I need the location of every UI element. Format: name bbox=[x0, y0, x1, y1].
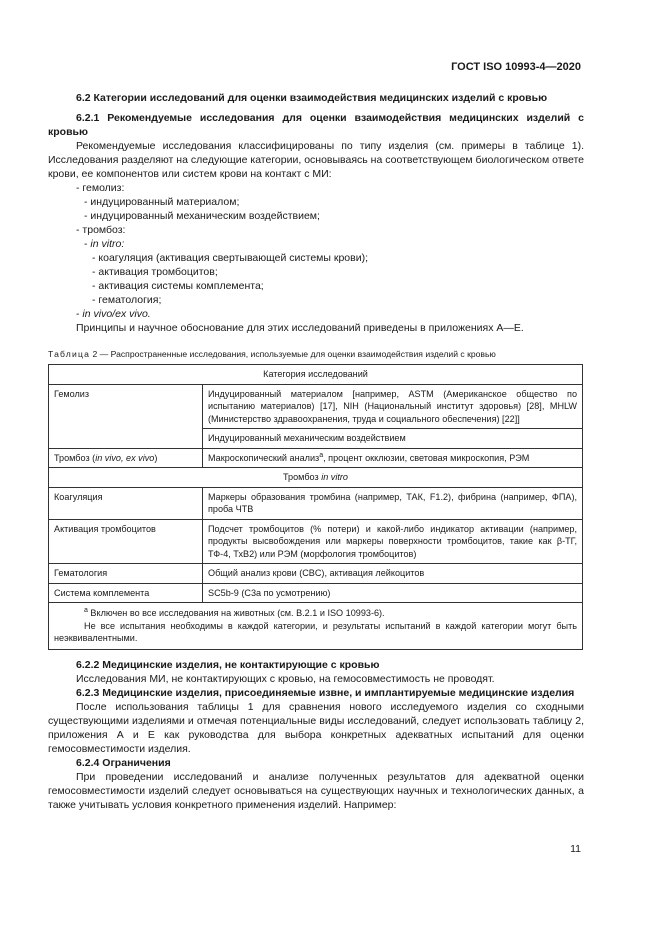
table-row bbox=[49, 448, 583, 468]
table-footnotes bbox=[49, 603, 583, 650]
table-row bbox=[49, 487, 583, 519]
table-caption-prefix: Таблица bbox=[48, 349, 91, 359]
document-id: ГОСТ ISO 10993-4—2020 bbox=[451, 61, 581, 73]
cell-complement: SC5b-9 (С3а по усмотрению) bbox=[203, 583, 583, 603]
section-6-2-4-text: При проведении исследований и анализе полученных результатов для адекватной оценки гемосовместимости изделий следует основываться на существующих научных и технологических данных, а также учитывать условия конкретного применения изделий. Например: bbox=[48, 770, 584, 811]
list-item: - гемолиз: bbox=[76, 182, 125, 194]
table-row bbox=[49, 519, 583, 564]
thrombosis-label-post: ) bbox=[154, 452, 158, 463]
list-item: - активация системы комплемента; bbox=[92, 280, 264, 292]
section-6-2-1-heading: 6.2.1 Рекомендуемые исследования для оценки взаимодействия медицинских изделий с кровью bbox=[48, 112, 584, 138]
row-label-platelet: Активация тромбоцитов bbox=[49, 519, 203, 564]
footnote-a bbox=[54, 607, 577, 620]
spacer bbox=[48, 650, 584, 658]
section-6-2-2-text: Исследования МИ, не контактирующих с кровью, на гемосовместимость не проводят. bbox=[76, 672, 495, 685]
thrombosis-desc-post: , процент окклюзии, световая микроскопия, РЭМ bbox=[323, 452, 530, 463]
section-6-2-heading: 6.2 Категории исследований для оценки взаимодействия медицинских изделий с кровью bbox=[76, 92, 548, 104]
page-body bbox=[48, 91, 584, 812]
list-dash: - bbox=[76, 308, 83, 320]
in-vitro-term: in vitro: bbox=[90, 238, 125, 250]
footnote-a-text: Включен во все исследования на животных (см. В.2.1 и ISO 10993-6). bbox=[87, 608, 385, 618]
row-label-hemolysis: Гемолиз bbox=[49, 384, 203, 448]
cell-platelet: Подсчет тромбоцитов (% потери) и какой-либо индикатор активации (например, продукты высвобождения или маркеры поверхности тромбоцитов, такие как β-ТГ, ТФ-4, ТхВ2) или РЭМ (морфология тромбоцитов) bbox=[203, 519, 583, 564]
thrombosis-label-pre: Тромбоз ( bbox=[54, 452, 96, 463]
row-label-coagulation: Коагуляция bbox=[49, 487, 203, 519]
table-note: Не все испытания необходимы в каждой категории, и результаты испытаний в каждой категории могут быть неэквивалентными. bbox=[54, 620, 577, 643]
list-item: - индуцированный материалом; bbox=[84, 196, 240, 208]
table-row bbox=[49, 583, 583, 603]
row-label-thrombosis bbox=[49, 448, 203, 468]
subheader-in-vitro bbox=[49, 468, 583, 488]
section-6-2-3-heading: 6.2.3 Медицинские изделия, присоединяемые извне, и имплантируемые медицинские изделия bbox=[76, 686, 575, 699]
row-label-complement: Система комплемента bbox=[49, 583, 203, 603]
list-item: - активация тромбоцитов; bbox=[92, 266, 218, 278]
list-item: - индуцированный механическим воздействием; bbox=[84, 210, 320, 222]
section-6-2-2-heading: 6.2.2 Медицинские изделия, не контактирующие с кровью bbox=[76, 658, 380, 671]
table-row bbox=[49, 365, 583, 385]
in-vitro-italic: in vitro bbox=[321, 472, 348, 482]
cell-thrombosis bbox=[203, 448, 583, 468]
section-6-2-1-para1: Рекомендуемые исследования классифицированы по типу изделия (см. примеры в таблице 1). Исследования разделяют на следующие категории, основываясь на соответствующем биологическом ответе крови, ее компонентов или систем крови на контакт с МИ: bbox=[48, 140, 584, 180]
section-6-2-4-heading: 6.2.4 Ограничения bbox=[76, 756, 171, 769]
section-6-2-1-para2: Принципы и научное обоснование для этих исследований приведены в приложениях А—Е. bbox=[76, 322, 524, 334]
list-item: - коагуляция (активация свертывающей системы крови); bbox=[92, 252, 368, 264]
table-row bbox=[49, 603, 583, 650]
cell-hemolysis-mechanical: Индуцированный механическим воздействием bbox=[203, 429, 583, 449]
list-item: - гематология; bbox=[92, 294, 162, 306]
table-caption bbox=[48, 347, 584, 361]
cell-hematology: Общий анализ крови (CBC), активация лейкоцитов bbox=[203, 564, 583, 584]
cell-hemolysis-material: Индуцированный материалом [например, ASTM (Американское общество по испытанию материалов) [17], NIH (Национальный институт здоровья) [28], MHLW (Министерство здравоохранения, труда и социального обеспечения) [22]] bbox=[203, 384, 583, 429]
list-item: - тромбоз: bbox=[76, 224, 126, 236]
table-row bbox=[49, 384, 583, 429]
row-label-hematology: Гематология bbox=[49, 564, 203, 584]
in-vitro-pre: Тромбоз bbox=[283, 472, 322, 482]
in-vivo-term: in vivo/ex vivo. bbox=[82, 308, 151, 320]
list-item bbox=[76, 307, 584, 321]
table-header: Категория исследований bbox=[49, 365, 583, 385]
table-row bbox=[49, 468, 583, 488]
list-item bbox=[84, 237, 584, 251]
thrombosis-label-italic: in vivo, ex vivo bbox=[95, 452, 155, 463]
table-row bbox=[49, 564, 583, 584]
footnote-ref: a bbox=[319, 451, 324, 459]
list-dash: - bbox=[84, 238, 91, 250]
thrombosis-desc-pre: Макроскопический анализ bbox=[208, 452, 320, 463]
footnote-mark: a bbox=[84, 606, 88, 614]
page-number: 11 bbox=[570, 843, 581, 855]
table-caption-text: 2 — Распространенные исследования, используемые для оценки взаимодействия изделий с кровью bbox=[90, 349, 496, 359]
cell-coagulation: Маркеры образования тромбина (например, ТАК, F1.2), фибрина (например, ФПА), проба ЧТВ bbox=[203, 487, 583, 519]
section-6-2-3-text: После использования таблицы 1 для сравнения нового исследуемого изделия со сходными существующими изделиями и отмечая потенциальные виды исследований, следует использовать таблицу 2, приложения А и Е как руководства для выбора конкретных адекватных испытаний для оценки гемосовместимости изделия. bbox=[48, 700, 584, 755]
table-2 bbox=[48, 364, 583, 650]
